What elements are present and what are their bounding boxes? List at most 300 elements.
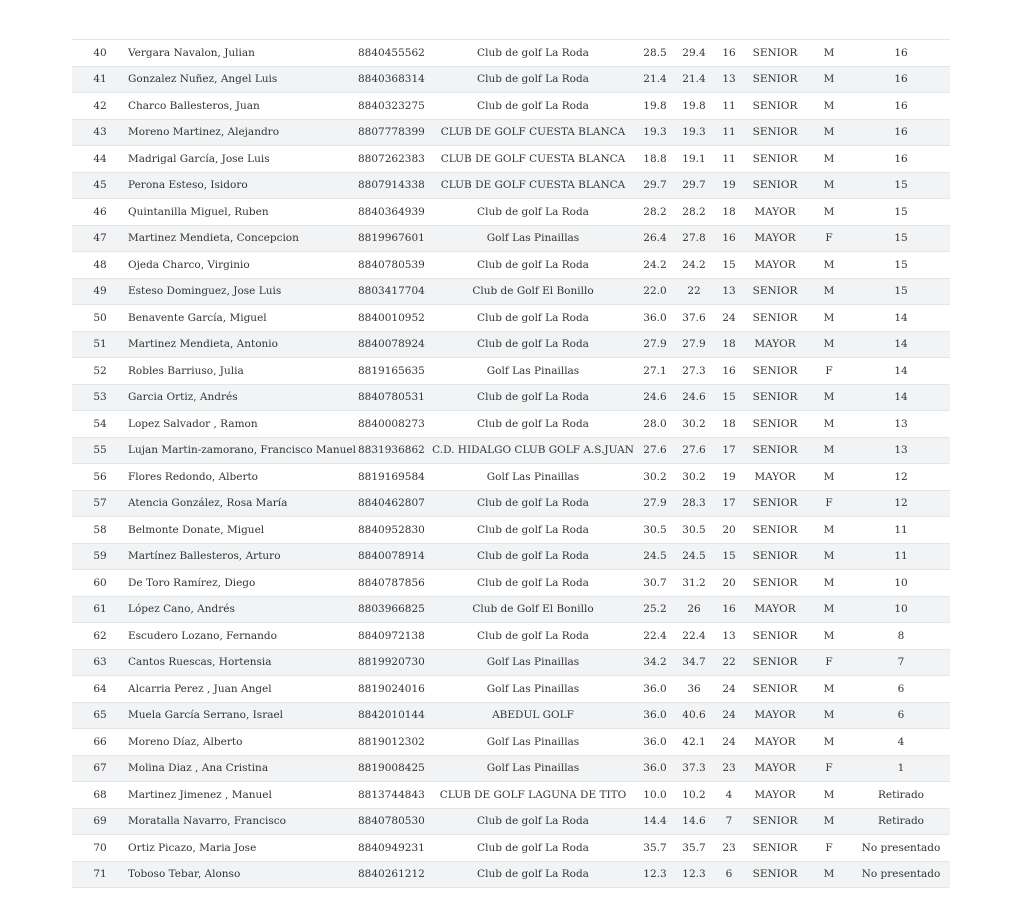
playing-handicap-cell: 35.7 [674, 835, 714, 862]
handicap-cell: 36.0 [636, 755, 674, 782]
table-row [72, 225, 950, 252]
license-cell: 8840952830 [358, 517, 430, 544]
club-cell: CLUB DE GOLF LAGUNA DE TITO [430, 782, 636, 809]
position-cell: 60 [72, 570, 128, 597]
category-cell: SENIOR [744, 808, 806, 835]
handicap-cell: 10.0 [636, 782, 674, 809]
sex-cell: M [806, 808, 852, 835]
category-cell: MAYOR [744, 782, 806, 809]
result-cell: 4 [852, 729, 950, 756]
sex-cell: M [806, 66, 852, 93]
club-cell: Club de golf La Roda [430, 808, 636, 835]
player-name-cell: Belmonte Donate, Miguel [128, 517, 358, 544]
player-name-cell: Perona Esteso, Isidoro [128, 172, 358, 199]
player-name-cell: Moreno Díaz, Alberto [128, 729, 358, 756]
player-name-cell: Gonzalez Nuñez, Angel Luis [128, 66, 358, 93]
playing-handicap-cell: 24.5 [674, 543, 714, 570]
category-cell: SENIOR [744, 490, 806, 517]
handicap-cell: 22.4 [636, 623, 674, 650]
player-name-cell: Martinez Mendieta, Concepcion [128, 225, 358, 252]
category-cell: SENIOR [744, 861, 806, 888]
position-cell: 42 [72, 93, 128, 120]
playing-handicap-cell: 30.2 [674, 411, 714, 438]
position-cell: 44 [72, 146, 128, 173]
result-cell: Retirado [852, 808, 950, 835]
handicap-cell: 30.5 [636, 517, 674, 544]
player-name-cell: Cantos Ruescas, Hortensia [128, 649, 358, 676]
playing-handicap-cell: 12.3 [674, 861, 714, 888]
strokes-cell: 13 [714, 278, 744, 305]
license-cell: 8819165635 [358, 358, 430, 385]
position-cell: 62 [72, 623, 128, 650]
club-cell: Club de golf La Roda [430, 543, 636, 570]
license-cell: 8819008425 [358, 755, 430, 782]
table-row [72, 172, 950, 199]
strokes-cell: 13 [714, 66, 744, 93]
player-name-cell: Muela García Serrano, Israel [128, 702, 358, 729]
position-cell: 45 [72, 172, 128, 199]
table-row [72, 93, 950, 120]
handicap-cell: 27.9 [636, 490, 674, 517]
handicap-cell: 28.0 [636, 411, 674, 438]
playing-handicap-cell: 26 [674, 596, 714, 623]
position-cell: 47 [72, 225, 128, 252]
club-cell: Club de golf La Roda [430, 861, 636, 888]
strokes-cell: 17 [714, 437, 744, 464]
category-cell: SENIOR [744, 66, 806, 93]
strokes-cell: 18 [714, 411, 744, 438]
position-cell: 55 [72, 437, 128, 464]
strokes-cell: 24 [714, 702, 744, 729]
player-name-cell: Moreno Martinez, Alejandro [128, 119, 358, 146]
result-cell: 15 [852, 225, 950, 252]
playing-handicap-cell: 22 [674, 278, 714, 305]
category-cell: SENIOR [744, 146, 806, 173]
position-cell: 64 [72, 676, 128, 703]
position-cell: 57 [72, 490, 128, 517]
category-cell: SENIOR [744, 649, 806, 676]
strokes-cell: 15 [714, 252, 744, 279]
playing-handicap-cell: 21.4 [674, 66, 714, 93]
sex-cell: M [806, 543, 852, 570]
category-cell: SENIOR [744, 172, 806, 199]
category-cell: MAYOR [744, 755, 806, 782]
category-cell: SENIOR [744, 543, 806, 570]
handicap-cell: 29.7 [636, 172, 674, 199]
category-cell: SENIOR [744, 119, 806, 146]
table-row [72, 464, 950, 491]
player-name-cell: Lujan Martin-zamorano, Francisco Manuel [128, 437, 358, 464]
club-cell: CLUB DE GOLF CUESTA BLANCA [430, 119, 636, 146]
strokes-cell: 11 [714, 119, 744, 146]
result-cell: 10 [852, 570, 950, 597]
position-cell: 51 [72, 331, 128, 358]
playing-handicap-cell: 29.4 [674, 40, 714, 67]
table-row [72, 861, 950, 888]
handicap-cell: 24.5 [636, 543, 674, 570]
playing-handicap-cell: 24.2 [674, 252, 714, 279]
position-cell: 54 [72, 411, 128, 438]
license-cell: 8840787856 [358, 570, 430, 597]
license-cell: 8803417704 [358, 278, 430, 305]
category-cell: SENIOR [744, 570, 806, 597]
player-name-cell: Flores Redondo, Alberto [128, 464, 358, 491]
club-cell: Golf Las Pinaillas [430, 755, 636, 782]
club-cell: Club de golf La Roda [430, 93, 636, 120]
position-cell: 71 [72, 861, 128, 888]
handicap-cell: 28.5 [636, 40, 674, 67]
license-cell: 8840462807 [358, 490, 430, 517]
license-cell: 8803966825 [358, 596, 430, 623]
player-name-cell: Escudero Lozano, Fernando [128, 623, 358, 650]
position-cell: 63 [72, 649, 128, 676]
club-cell: Golf Las Pinaillas [430, 225, 636, 252]
position-cell: 52 [72, 358, 128, 385]
strokes-cell: 24 [714, 729, 744, 756]
category-cell: MAYOR [744, 702, 806, 729]
club-cell: Club de golf La Roda [430, 66, 636, 93]
position-cell: 70 [72, 835, 128, 862]
sex-cell: M [806, 517, 852, 544]
playing-handicap-cell: 37.3 [674, 755, 714, 782]
player-name-cell: López Cano, Andrés [128, 596, 358, 623]
table-row [72, 384, 950, 411]
player-name-cell: Alcarria Perez , Juan Angel [128, 676, 358, 703]
player-name-cell: Esteso Dominguez, Jose Luis [128, 278, 358, 305]
category-cell: MAYOR [744, 729, 806, 756]
table-row [72, 199, 950, 226]
handicap-cell: 30.2 [636, 464, 674, 491]
handicap-cell: 36.0 [636, 729, 674, 756]
position-cell: 48 [72, 252, 128, 279]
table-row [72, 649, 950, 676]
sex-cell: F [806, 755, 852, 782]
result-cell: 15 [852, 278, 950, 305]
result-cell: 14 [852, 331, 950, 358]
playing-handicap-cell: 29.7 [674, 172, 714, 199]
license-cell: 8819169584 [358, 464, 430, 491]
sex-cell: M [806, 384, 852, 411]
player-name-cell: Garcia Ortiz, Andrés [128, 384, 358, 411]
position-cell: 49 [72, 278, 128, 305]
license-cell: 8807914338 [358, 172, 430, 199]
table-row [72, 411, 950, 438]
club-cell: C.D. HIDALGO CLUB GOLF A.S.JUAN [430, 437, 636, 464]
playing-handicap-cell: 19.1 [674, 146, 714, 173]
result-cell: 15 [852, 199, 950, 226]
result-cell: 8 [852, 623, 950, 650]
club-cell: Club de golf La Roda [430, 40, 636, 67]
sex-cell: M [806, 119, 852, 146]
handicap-cell: 22.0 [636, 278, 674, 305]
position-cell: 59 [72, 543, 128, 570]
table-row [72, 676, 950, 703]
sex-cell: M [806, 702, 852, 729]
playing-handicap-cell: 10.2 [674, 782, 714, 809]
club-cell: Golf Las Pinaillas [430, 676, 636, 703]
table-row [72, 517, 950, 544]
playing-handicap-cell: 27.9 [674, 331, 714, 358]
strokes-cell: 17 [714, 490, 744, 517]
sex-cell: M [806, 782, 852, 809]
result-cell: 15 [852, 172, 950, 199]
player-name-cell: Toboso Tebar, Alonso [128, 861, 358, 888]
license-cell: 8840780531 [358, 384, 430, 411]
handicap-cell: 25.2 [636, 596, 674, 623]
table-row [72, 119, 950, 146]
handicap-cell: 21.4 [636, 66, 674, 93]
handicap-cell: 28.2 [636, 199, 674, 226]
sex-cell: M [806, 278, 852, 305]
sex-cell: M [806, 623, 852, 650]
category-cell: SENIOR [744, 623, 806, 650]
playing-handicap-cell: 40.6 [674, 702, 714, 729]
club-cell: Club de Golf El Bonillo [430, 278, 636, 305]
handicap-cell: 34.2 [636, 649, 674, 676]
table-row [72, 782, 950, 809]
result-cell: Retirado [852, 782, 950, 809]
license-cell: 8819920730 [358, 649, 430, 676]
sex-cell: M [806, 596, 852, 623]
club-cell: Golf Las Pinaillas [430, 358, 636, 385]
strokes-cell: 24 [714, 305, 744, 332]
strokes-cell: 19 [714, 172, 744, 199]
handicap-cell: 30.7 [636, 570, 674, 597]
table-row [72, 808, 950, 835]
result-cell: 13 [852, 437, 950, 464]
license-cell: 8840949231 [358, 835, 430, 862]
result-cell: 16 [852, 146, 950, 173]
result-cell: 14 [852, 358, 950, 385]
table-row [72, 66, 950, 93]
sex-cell: M [806, 331, 852, 358]
table-row [72, 358, 950, 385]
club-cell: ABEDUL GOLF [430, 702, 636, 729]
license-cell: 8807262383 [358, 146, 430, 173]
category-cell: SENIOR [744, 517, 806, 544]
sex-cell: M [806, 172, 852, 199]
handicap-cell: 36.0 [636, 305, 674, 332]
table-row [72, 596, 950, 623]
category-cell: SENIOR [744, 278, 806, 305]
handicap-cell: 26.4 [636, 225, 674, 252]
sex-cell: M [806, 40, 852, 67]
result-cell: 15 [852, 252, 950, 279]
category-cell: MAYOR [744, 464, 806, 491]
result-cell: 14 [852, 384, 950, 411]
strokes-cell: 15 [714, 543, 744, 570]
license-cell: 8840368314 [358, 66, 430, 93]
strokes-cell: 18 [714, 199, 744, 226]
player-name-cell: Martínez Ballesteros, Arturo [128, 543, 358, 570]
license-cell: 8840078914 [358, 543, 430, 570]
strokes-cell: 13 [714, 623, 744, 650]
table-row [72, 40, 950, 67]
table-row [72, 146, 950, 173]
strokes-cell: 4 [714, 782, 744, 809]
license-cell: 8819967601 [358, 225, 430, 252]
table-row [72, 702, 950, 729]
strokes-cell: 16 [714, 225, 744, 252]
club-cell: Club de golf La Roda [430, 252, 636, 279]
strokes-cell: 16 [714, 358, 744, 385]
position-cell: 66 [72, 729, 128, 756]
sex-cell: M [806, 146, 852, 173]
position-cell: 65 [72, 702, 128, 729]
player-name-cell: Ojeda Charco, Virginio [128, 252, 358, 279]
license-cell: 8813744843 [358, 782, 430, 809]
strokes-cell: 20 [714, 570, 744, 597]
sex-cell: F [806, 490, 852, 517]
category-cell: SENIOR [744, 358, 806, 385]
category-cell: MAYOR [744, 199, 806, 226]
playing-handicap-cell: 42.1 [674, 729, 714, 756]
position-cell: 53 [72, 384, 128, 411]
playing-handicap-cell: 28.3 [674, 490, 714, 517]
handicap-cell: 14.4 [636, 808, 674, 835]
sex-cell: M [806, 729, 852, 756]
table-row [72, 729, 950, 756]
result-cell: 14 [852, 305, 950, 332]
club-cell: Club de golf La Roda [430, 517, 636, 544]
table-row [72, 331, 950, 358]
player-name-cell: Vergara Navalon, Julian [128, 40, 358, 67]
playing-handicap-cell: 28.2 [674, 199, 714, 226]
result-cell: No presentado [852, 861, 950, 888]
result-cell: No presentado [852, 835, 950, 862]
playing-handicap-cell: 27.8 [674, 225, 714, 252]
results-table-body [72, 40, 950, 888]
club-cell: CLUB DE GOLF CUESTA BLANCA [430, 146, 636, 173]
license-cell: 8807778399 [358, 119, 430, 146]
table-row [72, 623, 950, 650]
table-row [72, 835, 950, 862]
result-cell: 11 [852, 543, 950, 570]
result-cell: 10 [852, 596, 950, 623]
handicap-cell: 35.7 [636, 835, 674, 862]
player-name-cell: Ortiz Picazo, Maria Jose [128, 835, 358, 862]
category-cell: SENIOR [744, 411, 806, 438]
player-name-cell: Molina Diaz , Ana Cristina [128, 755, 358, 782]
sex-cell: F [806, 358, 852, 385]
result-cell: 11 [852, 517, 950, 544]
position-cell: 50 [72, 305, 128, 332]
category-cell: MAYOR [744, 252, 806, 279]
position-cell: 68 [72, 782, 128, 809]
category-cell: SENIOR [744, 305, 806, 332]
position-cell: 69 [72, 808, 128, 835]
result-cell: 16 [852, 40, 950, 67]
sex-cell: M [806, 861, 852, 888]
license-cell: 8840780530 [358, 808, 430, 835]
category-cell: MAYOR [744, 331, 806, 358]
player-name-cell: Benavente García, Miguel [128, 305, 358, 332]
sex-cell: M [806, 570, 852, 597]
strokes-cell: 11 [714, 93, 744, 120]
category-cell: SENIOR [744, 676, 806, 703]
category-cell: MAYOR [744, 596, 806, 623]
result-cell: 7 [852, 649, 950, 676]
playing-handicap-cell: 34.7 [674, 649, 714, 676]
category-cell: SENIOR [744, 40, 806, 67]
result-cell: 6 [852, 702, 950, 729]
playing-handicap-cell: 30.2 [674, 464, 714, 491]
license-cell: 8840261212 [358, 861, 430, 888]
position-cell: 67 [72, 755, 128, 782]
handicap-cell: 27.1 [636, 358, 674, 385]
category-cell: SENIOR [744, 835, 806, 862]
sex-cell: M [806, 199, 852, 226]
license-cell: 8840078924 [358, 331, 430, 358]
sex-cell: M [806, 305, 852, 332]
category-cell: SENIOR [744, 93, 806, 120]
category-cell: SENIOR [744, 437, 806, 464]
handicap-cell: 24.6 [636, 384, 674, 411]
club-cell: Club de Golf El Bonillo [430, 596, 636, 623]
club-cell: Club de golf La Roda [430, 411, 636, 438]
strokes-cell: 23 [714, 755, 744, 782]
position-cell: 43 [72, 119, 128, 146]
results-table [72, 39, 950, 888]
handicap-cell: 36.0 [636, 702, 674, 729]
strokes-cell: 6 [714, 861, 744, 888]
strokes-cell: 20 [714, 517, 744, 544]
strokes-cell: 22 [714, 649, 744, 676]
player-name-cell: De Toro Ramírez, Diego [128, 570, 358, 597]
handicap-cell: 27.9 [636, 331, 674, 358]
player-name-cell: Robles Barriuso, Julia [128, 358, 358, 385]
license-cell: 8840364939 [358, 199, 430, 226]
player-name-cell: Charco Ballesteros, Juan [128, 93, 358, 120]
license-cell: 8819012302 [358, 729, 430, 756]
handicap-cell: 36.0 [636, 676, 674, 703]
handicap-cell: 18.8 [636, 146, 674, 173]
playing-handicap-cell: 30.5 [674, 517, 714, 544]
sex-cell: M [806, 252, 852, 279]
license-cell: 8831936862 [358, 437, 430, 464]
club-cell: Golf Las Pinaillas [430, 729, 636, 756]
sex-cell: M [806, 93, 852, 120]
table-row [72, 252, 950, 279]
table-row [72, 543, 950, 570]
license-cell: 8840323275 [358, 93, 430, 120]
position-cell: 40 [72, 40, 128, 67]
table-row [72, 278, 950, 305]
result-cell: 16 [852, 93, 950, 120]
license-cell: 8840008273 [358, 411, 430, 438]
sex-cell: F [806, 649, 852, 676]
playing-handicap-cell: 36 [674, 676, 714, 703]
result-cell: 12 [852, 464, 950, 491]
sex-cell: F [806, 835, 852, 862]
playing-handicap-cell: 27.3 [674, 358, 714, 385]
strokes-cell: 18 [714, 331, 744, 358]
club-cell: Club de golf La Roda [430, 305, 636, 332]
strokes-cell: 19 [714, 464, 744, 491]
playing-handicap-cell: 14.6 [674, 808, 714, 835]
table-row [72, 305, 950, 332]
result-cell: 16 [852, 119, 950, 146]
strokes-cell: 16 [714, 40, 744, 67]
player-name-cell: Martinez Mendieta, Antonio [128, 331, 358, 358]
license-cell: 8842010144 [358, 702, 430, 729]
position-cell: 46 [72, 199, 128, 226]
playing-handicap-cell: 24.6 [674, 384, 714, 411]
club-cell: Club de golf La Roda [430, 490, 636, 517]
handicap-cell: 19.8 [636, 93, 674, 120]
club-cell: Club de golf La Roda [430, 623, 636, 650]
club-cell: Club de golf La Roda [430, 835, 636, 862]
